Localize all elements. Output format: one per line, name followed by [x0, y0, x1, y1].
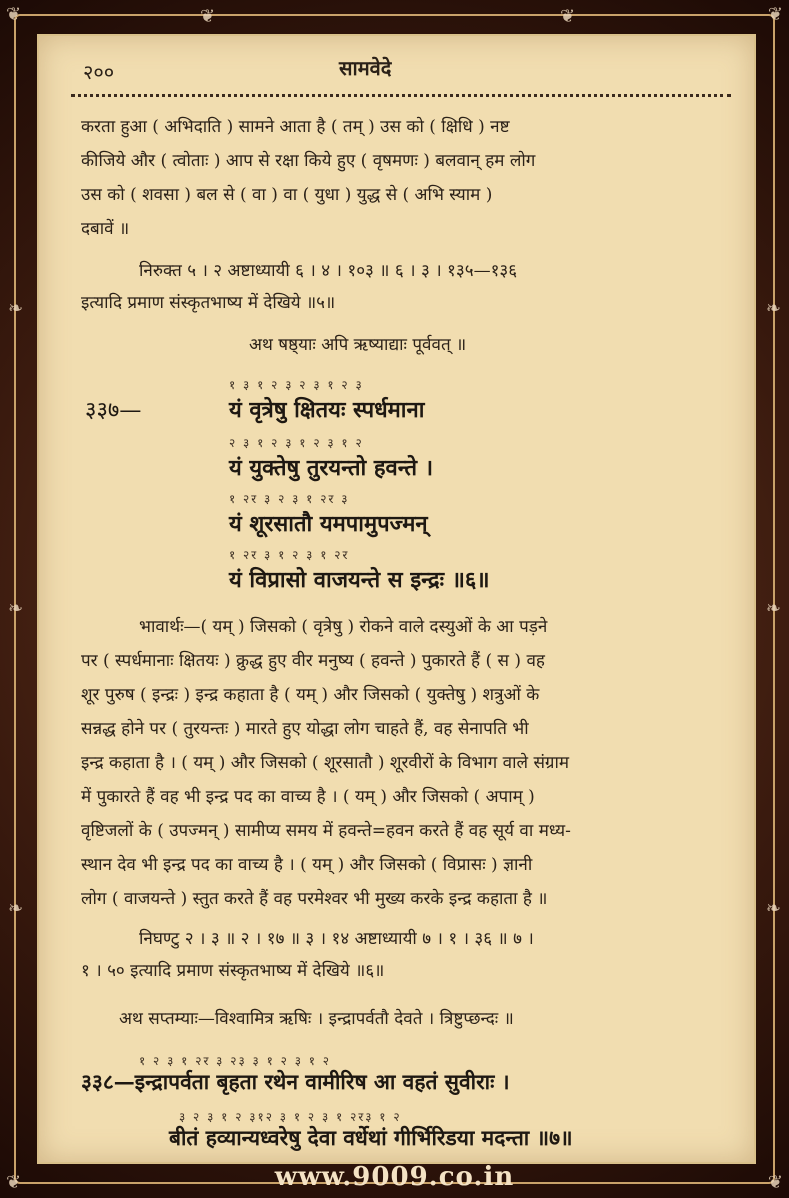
ref2-line1: निघण्टु २ । ३ ॥ २ । १७ ॥ ३ । १४ अष्टाध्यायी ७ । १ । ३६ ॥ ७ ।	[139, 929, 534, 949]
mantra-337-line1: यं वृत्रेषु क्षितयः स्पर्धमाना	[229, 397, 425, 423]
para2-line4: सन्नद्ध होने पर ( तुरयन्तः ) मारते हुए योद्धा लोग चाहते हैं, वह सेनापति भी	[81, 719, 529, 739]
para2-line6: में पुकारते हैं वह भी इन्द्र पद का वाच्य है । ( यम् ) और जिसको ( अपाम् )	[81, 787, 535, 807]
intro-mantra-7: अथ सप्तम्याः—विश्वामित्र ऋषिः । इन्द्रापर्वतौ देवते । त्रिष्टुप्छन्दः ॥	[119, 1009, 514, 1029]
para2-line3: शूर पुरुष ( इन्द्रः ) इन्द्र कहाता है ( यम् ) और जिसको ( युक्तेषु ) शत्रुओं के	[81, 685, 540, 705]
swirl-ornament-icon: ❦	[6, 1172, 22, 1193]
ref1-line1: निरुक्त ५ । २ अष्टाध्यायी ६ । ४ । १०३ ॥ ६ । ३ । १३५—१३६	[139, 261, 518, 281]
intro-mantra-6: अथ षष्ठ्याः अपि ऋष्याद्याः पूर्ववत् ॥	[249, 335, 467, 355]
para2-line5: इन्द्र कहाता है । ( यम् ) और जिसको ( शूरसातौ ) शूरवीरों के विभाग वाले संग्राम	[81, 753, 570, 773]
accent-marks-2: २ ३ १ २ ३ १ २ ३ १ २	[229, 436, 364, 450]
para1-line4: दबावें ॥	[81, 219, 130, 239]
swirl-ornament-icon: ❦	[6, 4, 22, 25]
swirl-ornament-icon: ❧	[8, 298, 24, 319]
accent-marks-1: १ ३ १ २ ३ २ ३ १ २ ३	[229, 378, 364, 392]
para2-line8: स्थान देव भी इन्द्र पद का वाच्य है । ( यम् ) और जिसको ( विप्रासः ) ज्ञानी	[81, 855, 533, 875]
mantra-337-line2: यं युक्तेषु तुरयन्तो हवन्ते ।	[229, 455, 434, 481]
accent-marks-3: १ २र ३ २ ३ १ २र ३	[229, 492, 350, 506]
para2-line9: लोग ( वाजयन्ते ) स्तुत करते हैं वह परमेश्वर भी मुख्य करके इन्द्र कहाता है ॥	[81, 889, 548, 909]
website-watermark: www.9009.co.in	[274, 1162, 515, 1192]
para1-line3: उस को ( शवसा ) बल से ( वा ) वा ( युधा ) युद्ध से ( अभि स्याम )	[81, 185, 493, 205]
swirl-ornament-icon: ❧	[8, 598, 24, 619]
swirl-ornament-icon: ❦	[560, 6, 576, 27]
swirl-ornament-icon: ❧	[765, 598, 781, 619]
ref2-line2: १ । ५० इत्यादि प्रमाण संस्कृतभाष्य में देखिये ॥६॥	[81, 961, 385, 981]
page-title: सामवेदे	[339, 56, 392, 80]
para1-line1: करता हुआ ( अभिदाति ) सामने आता है ( तम् ) उस को ( क्षिधि ) नष्ट	[81, 117, 510, 137]
header-divider	[71, 94, 731, 97]
accent-marks-5: १ २ ३ १ २र ३ २३ ३ १ २ ३ १ २	[139, 1054, 332, 1068]
ref1-line2: इत्यादि प्रमाण संस्कृतभाष्य में देखिये ॥५॥	[81, 293, 336, 313]
swirl-ornament-icon: ❧	[8, 898, 24, 919]
mantra-337-line4: यं विप्रासो वाजयन्ते स इन्द्रः ॥६॥	[229, 567, 490, 593]
swirl-ornament-icon: ❦	[200, 6, 216, 27]
swirl-ornament-icon: ❦	[767, 4, 783, 25]
swirl-ornament-icon: ❧	[765, 898, 781, 919]
accent-marks-4: १ २र ३ १ २ ३ १ २र	[229, 548, 350, 562]
book-page	[37, 34, 756, 1164]
page-number: २००	[83, 60, 115, 84]
swirl-ornament-icon: ❧	[765, 298, 781, 319]
mantra-number-337: ३३७—	[85, 398, 142, 423]
para2-line2: पर ( स्पर्धमानाः क्षितयः ) क्रुद्ध हुए वीर मनुष्य ( हवन्ते ) पुकारते हैं ( स ) वह	[81, 651, 545, 671]
swirl-ornament-icon: ❦	[767, 1172, 783, 1193]
accent-marks-6: ३ २ ३ १ २ ३१२ ३ १ २ ३ १ २र३ १ २	[179, 1110, 402, 1124]
para2-line7: वृष्टिजलों के ( उपज्मन् ) सामीप्य समय में हवन्ते=हवन करते हैं वह सूर्य वा मध्य-	[81, 821, 571, 841]
mantra-338-line2: बीतं हव्यान्यध्वरेषु देवा वर्धेथां गीर्भिरिडया मदन्ता ॥७॥	[169, 1125, 573, 1150]
mantra-337-line3: यं शूरसातौ यमपामुपज्मन्	[229, 511, 428, 537]
mantra-338-line1: ३३८—इन्द्रापर्वता बृहता रथेन वामीरिष आ वहतं सुवीराः ।	[81, 1069, 510, 1094]
para1-line2: कीजिये और ( त्वोताः ) आप से रक्षा किये हुए ( वृषमणः ) बलवान् हम लोग	[81, 151, 536, 171]
para2-line1: भावार्थः—( यम् ) जिसको ( वृत्रेषु ) रोकने वाले दस्युओं के आ पड़ने	[139, 617, 548, 637]
